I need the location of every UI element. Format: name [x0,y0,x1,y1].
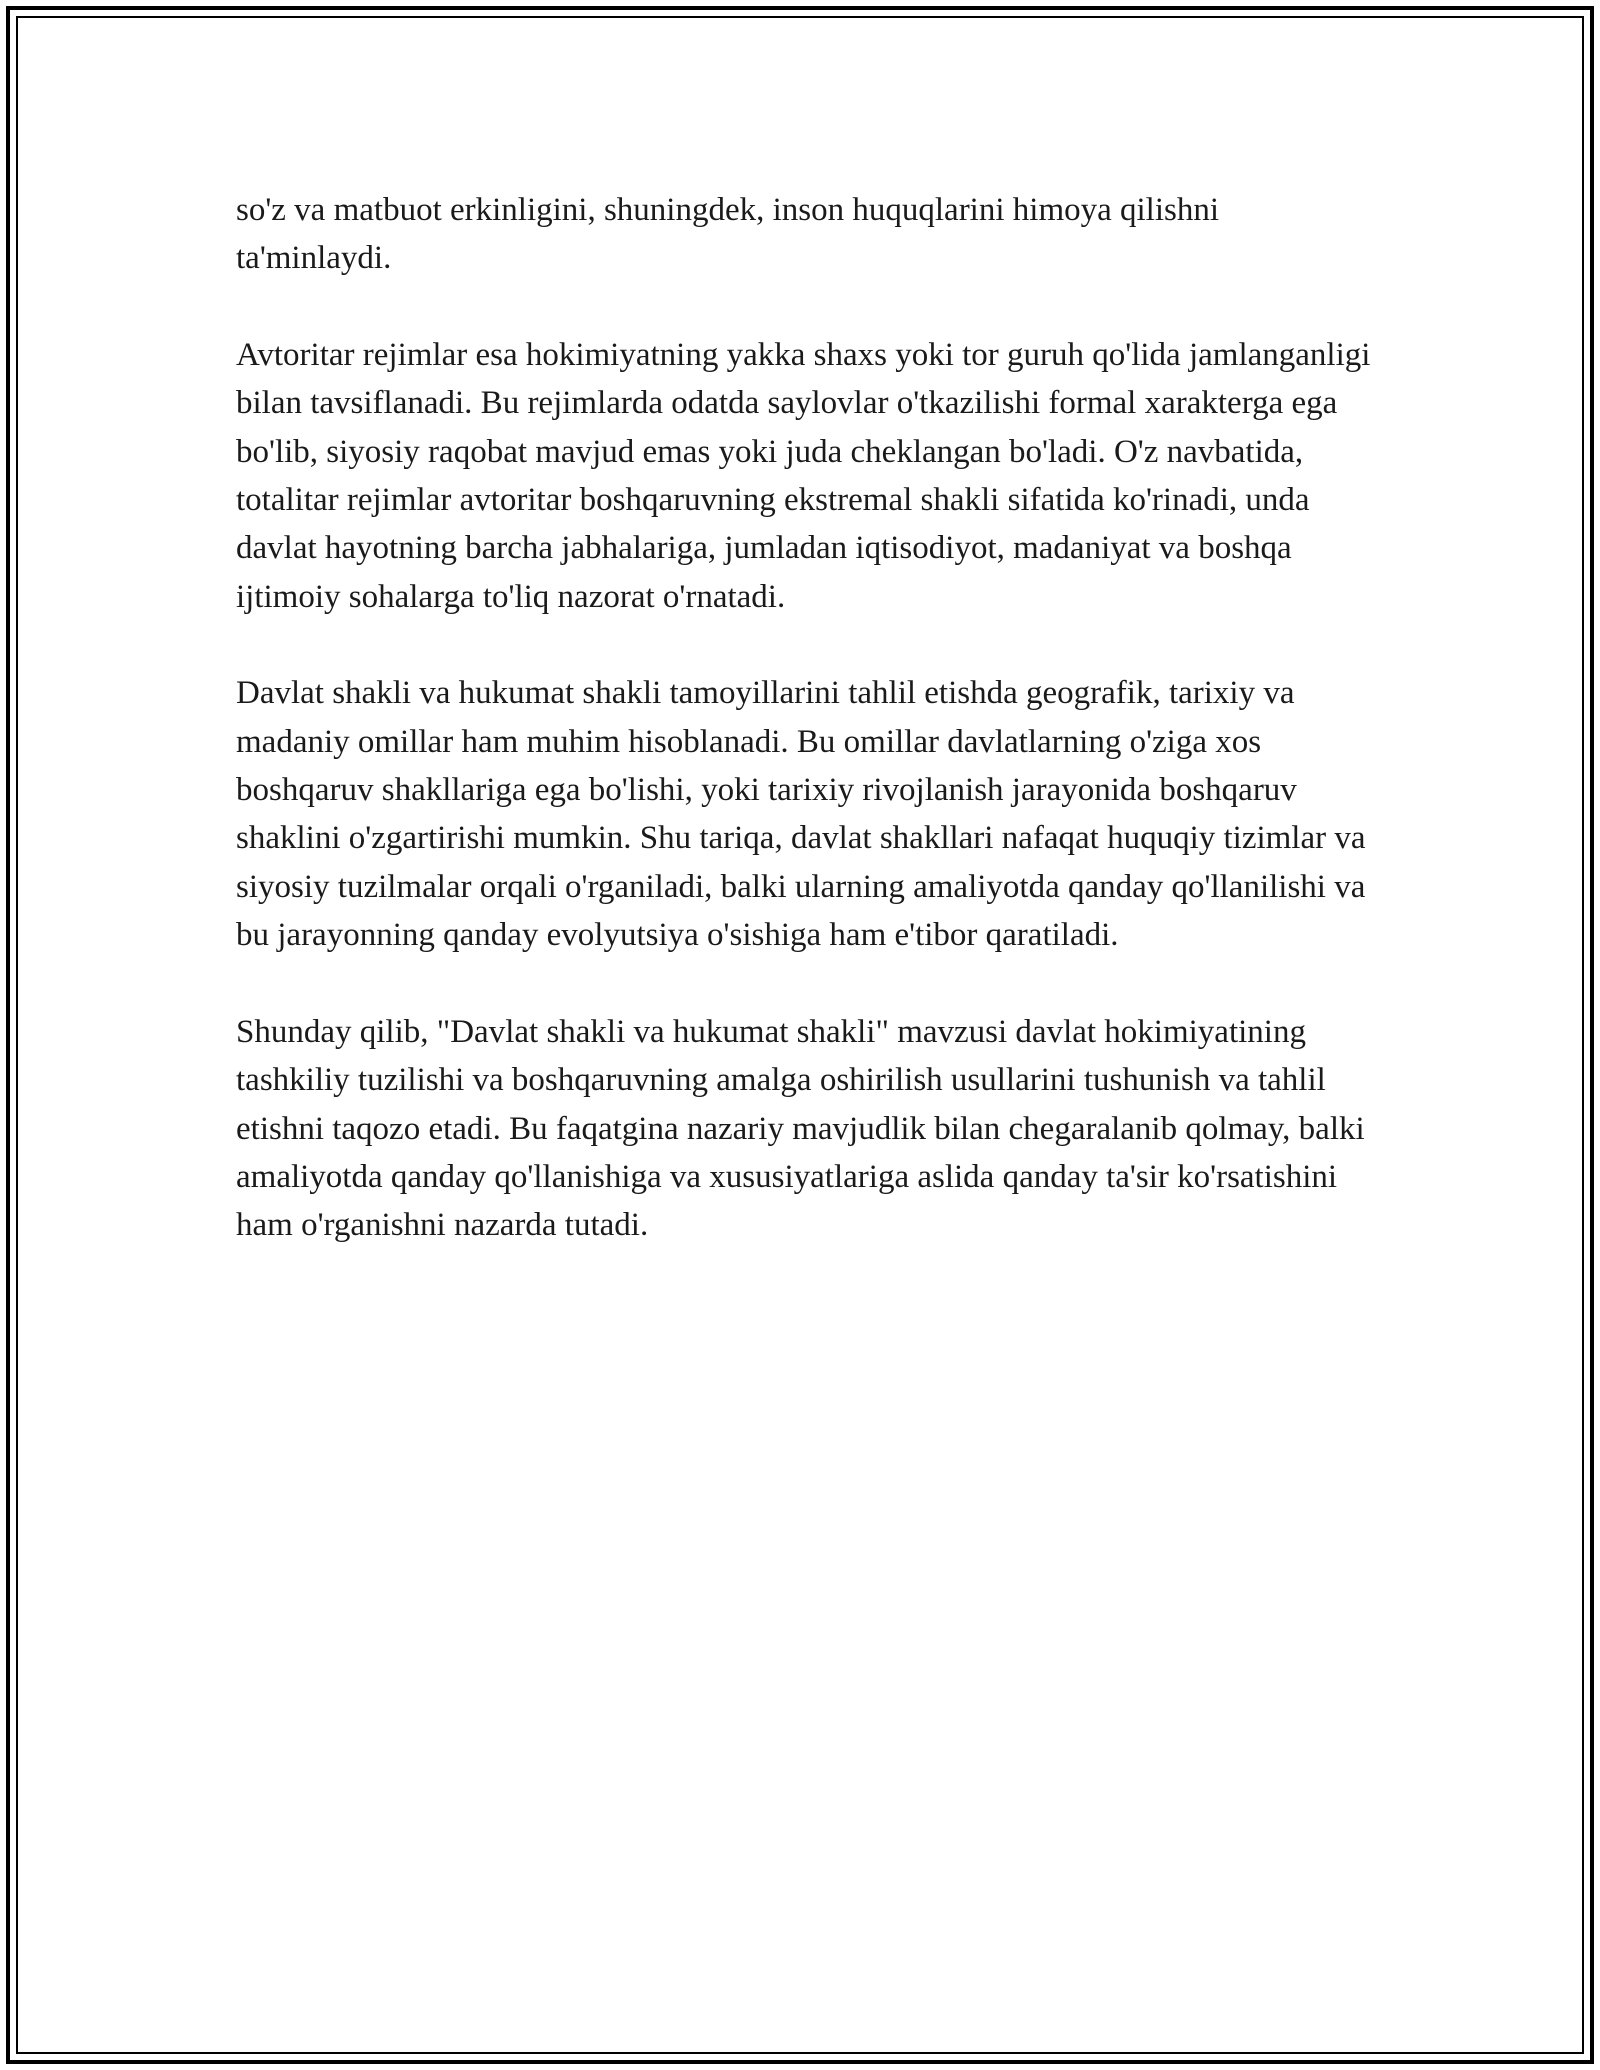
paragraph-4: Shunday qilib, "Davlat shakli va hukumat shakli" mavzusi davlat hokimiyatining tashkiliy tuzilishi va boshqaruvning amalga oshirilish usullarini tushunish va tahlil etishni taqozo etadi. Bu faqatgina nazariy mavjudlik bilan chegaralanib qolmay, balki amaliyotda qanday qo'llanishiga va xususiyatlariga aslida qanday ta'sir ko'rsatishini ham o'rganishni nazarda tutadi. [236,1013,1365,1244]
document-body [236,186,1376,1298]
paragraph-3: Davlat shakli va hukumat shakli tamoyillarini tahlil etishda geografik, tarixiy va madaniy omillar ham muhim hisoblanadi. Bu omillar davlatlarning o'ziga xos boshqaruv shakllariga ega bo'lishi, yoki tarixiy rivojlanish jarayonida boshqaruv shaklini o'zgartirishi mumkin. Shu tariqa, davlat shakllari nafaqat huquqiy tizimlar va siyosiy tuzilmalar orqali o'rganiladi, balki ularning amaliyotda qanday qo'llanilishi va bu jarayonning qanday evolyutsiya o'sishiga ham e'tibor qaratiladi. [236,675,1366,954]
paragraph-1: so'z va matbuot erkinligini, shuningdek, inson huquqlarini himoya qilishni ta'minlaydi. [236,192,1220,277]
paragraph-2: Avtoritar rejimlar esa hokimiyatning yakka shaxs yoki tor guruh qo'lida jamlanganligi bilan tavsiflanadi. Bu rejimlarda odatda saylovlar o'tkazilishi formal xarakterga ega bo'lib, siyosiy raqobat mavjud emas yoki juda cheklangan bo'ladi. O'z navbatida, totalitar rejimlar avtoritar boshqaruvning ekstremal shakli sifatida ko'rinadi, unda davlat hayotning barcha jabhalariga, jumladan iqtisodiyot, madaniyat va boshqa ijtimoiy sohalarga to'liq nazorat o'rnatadi. [236,336,1371,615]
